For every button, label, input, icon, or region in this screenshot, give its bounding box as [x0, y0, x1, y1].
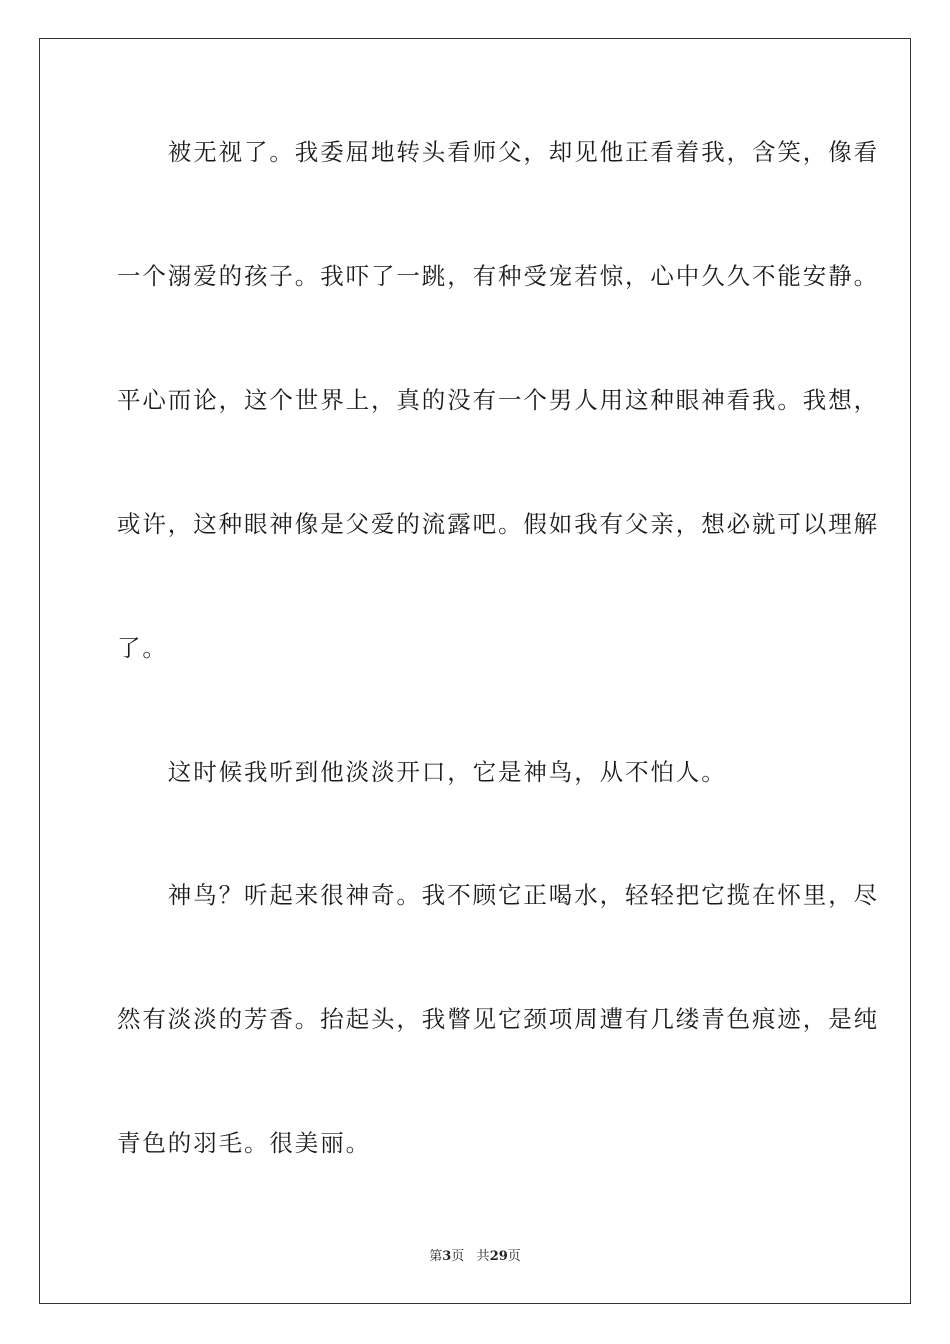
- footer-total-pages: 29: [489, 1249, 508, 1264]
- footer-page-number: 3: [442, 1249, 452, 1264]
- text-line-2: 一个溺爱的孩子。我吓了一跳，有种受宠若惊，心中久久不能安静。: [117, 262, 879, 290]
- page-footer: [0, 1248, 950, 1266]
- text-line-4: 或许，这种眼神像是父爱的流露吧。假如我有父亲，想必就可以理解: [117, 510, 879, 538]
- page-border: [39, 38, 911, 1304]
- footer-total-suffix: 页: [507, 1249, 521, 1264]
- footer-separator: 共: [464, 1249, 490, 1264]
- footer-page-suffix: 页: [451, 1249, 465, 1264]
- text-line-9: 青色的羽毛。很美丽。: [117, 1129, 371, 1157]
- footer-prefix: 第: [429, 1249, 443, 1264]
- text-line-3: 平心而论，这个世界上，真的没有一个男人用这种眼神看我。我想，: [117, 386, 879, 414]
- text-line-1: 被无视了。我委屈地转头看师父，却见他正看着我，含笑，像看: [117, 138, 879, 166]
- text-line-7: 神鸟？听起来很神奇。我不顾它正喝水，轻轻把它揽在怀里，尽: [117, 881, 879, 909]
- text-line-6: 这时候我听到他淡淡开口，它是神鸟，从不怕人。: [117, 758, 727, 786]
- text-line-8: 然有淡淡的芳香。抬起头，我瞥见它颈项周遭有几缕青色痕迹，是纯: [117, 1005, 879, 1033]
- text-line-5: 了。: [117, 634, 168, 662]
